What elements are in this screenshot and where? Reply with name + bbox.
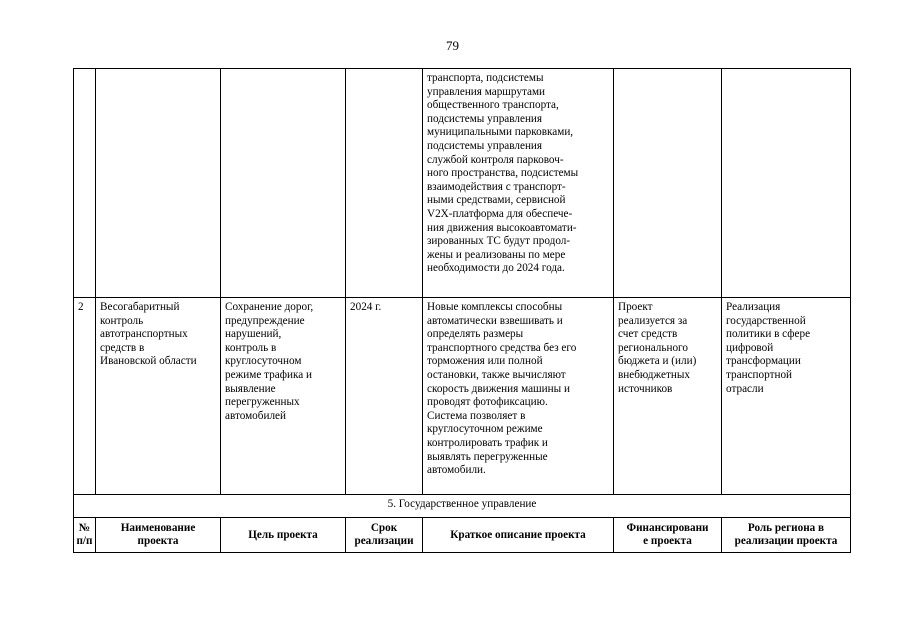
cell-goal: Сохранение дорог, предупреждение нарушений, контроль в круглосуточном режиме трафика и выявление перегруженных автомобилей <box>221 298 346 495</box>
table-row <box>74 298 851 495</box>
header-description: Краткое описание проекта <box>423 518 614 553</box>
header-role: Роль региона в реализации проекта <box>722 518 851 553</box>
header-name: Наименование проекта <box>96 518 221 553</box>
page-number: 79 <box>446 38 459 53</box>
section-row <box>74 495 851 518</box>
header-row <box>74 518 851 553</box>
cell-financing <box>614 69 722 298</box>
cell-num <box>74 69 96 298</box>
header-term: Срок реализации <box>346 518 423 553</box>
header-financing: Финансировани е проекта <box>614 518 722 553</box>
cell-name <box>96 69 221 298</box>
table-row <box>74 69 851 298</box>
cell-description: транспорта, подсистемы управления маршрутами общественного транспорта, подсистемы управления муниципальными парковками, подсистемы управления службой контроля парковоч- ного пространства, подсистемы взаимодействия с транспорт- ными средствами, сервисной V2X-платформа для обеспече- ния движения высокоавтомати- зированных ТС будут продол- жены и реализованы по мере необходимости до 2024 года. <box>423 69 614 298</box>
cell-term: 2024 г. <box>346 298 423 495</box>
cell-role <box>722 69 851 298</box>
cell-num: 2 <box>74 298 96 495</box>
cell-description: Новые комплексы способны автоматически взвешивать и определять размеры транспортного средства без его торможения или полной остановки, также вычисляют скорость движения машины и проводят фотофиксацию. Система позволяет в круглосуточном режиме контролировать трафик и выявлять перегруженные автомобили. <box>423 298 614 495</box>
section-title: 5. Государственное управление <box>74 495 851 518</box>
cell-role: Реализация государственной политики в сфере цифровой трансформации транспортной отрасли <box>722 298 851 495</box>
cell-goal <box>221 69 346 298</box>
cell-financing: Проект реализуется за счет средств регионального бюджета и (или) внебюджетных источников <box>614 298 722 495</box>
header-num: № п/п <box>74 518 96 553</box>
projects-table <box>73 68 851 553</box>
header-goal: Цель проекта <box>221 518 346 553</box>
cell-name: Весогабаритный контроль автотранспортных средств в Ивановской области <box>96 298 221 495</box>
cell-term <box>346 69 423 298</box>
